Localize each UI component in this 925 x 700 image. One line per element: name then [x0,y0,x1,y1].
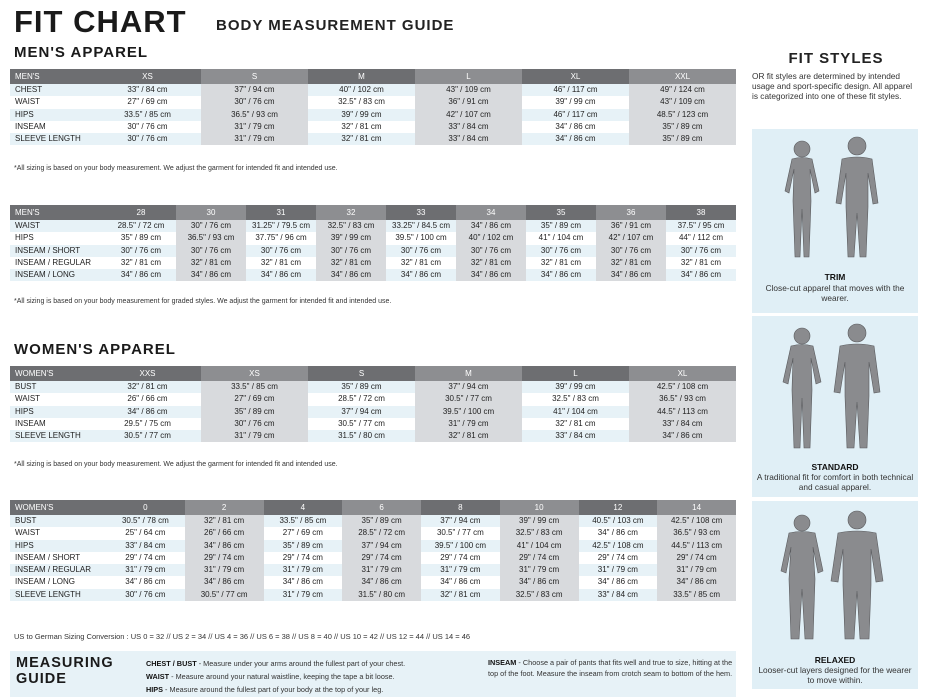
table-row [10,245,736,257]
column-header-size: S [308,366,415,381]
table-cell: 33.5" / 85 cm [94,109,201,121]
table-cell: 25" / 64 cm [125,528,166,538]
measuring-guide-title: MEASURING GUIDE [16,655,114,687]
table-row [10,552,736,564]
table-cell: 31" / 79 cm [421,564,500,576]
standard-figures-icon [752,316,918,456]
table-cell: 37" / 94 cm [415,381,522,393]
table-cell: 43" / 109 cm [629,96,736,108]
table-cell: 33" / 84 cm [106,540,185,552]
table-cell: 29" / 74 cm [597,552,638,562]
table-cell: 39.5" / 100 cm [421,540,500,552]
table-cell: 36.5" / 93 cm [201,109,308,121]
row-label: HIPS [10,109,94,121]
table-cell: 28.5" / 72 cm [342,527,421,539]
table-cell: 34" / 86 cm [596,269,666,281]
table-cell: 34" / 86 cm [666,269,736,281]
table-cell: 31" / 79 cm [106,564,185,576]
table-cell: 40.5" / 103 cm [579,515,658,527]
page-title: FIT CHART [14,4,187,39]
sizing-note: *All sizing is based on your body measurement. We adjust the garment for intended fit and intended use. [14,165,338,172]
row-label: SLEEVE LENGTH [10,133,94,145]
table-cell: 32" / 81 cm [540,257,582,267]
table-cell: 31" / 79 cm [264,564,343,576]
sizing-note: *All sizing is based on your body measurement. We adjust the garment for intended fit and intended use. [14,461,338,468]
table-cell: 34" / 86 cm [386,269,456,281]
table-cell: 32" / 81 cm [400,257,442,267]
measuring-guide-col1 [146,657,486,696]
table-cell: 42.5" / 108 cm [579,540,658,552]
measuring-guide-col2 [488,657,733,679]
table-cell: 39" / 99 cm [308,109,415,121]
table-cell: 30" / 76 cm [201,418,308,430]
table-cell: 33" / 84 cm [522,430,629,442]
size-table-women-letter [10,366,736,442]
fit-style-name: STANDARD [811,462,859,472]
row-label: SLEEVE LENGTH [10,430,94,442]
table-cell: 27" / 69 cm [282,528,323,538]
column-header-size: 38 [666,205,736,220]
column-header-size: XL [522,69,629,84]
table-cell: 31" / 79 cm [185,564,264,576]
table-cell: 32" / 81 cm [260,257,302,267]
column-header-size: 34 [456,205,526,220]
column-header-size: S [201,69,308,84]
table-cell: 32" / 81 cm [421,589,500,601]
table-row [10,220,736,232]
table-cell: 46" / 117 cm [522,109,629,121]
table-cell: 35" / 89 cm [629,133,736,145]
row-label: INSEAM / SHORT [10,245,106,257]
column-header-size: 36 [596,205,666,220]
table-cell: 34" / 86 cm [185,540,264,552]
table-cell: 32" / 81 cm [456,257,526,269]
table-cell: 41" / 104 cm [522,406,629,418]
row-label: BUST [10,381,94,393]
table-header-row [10,205,736,220]
table-row [10,589,736,601]
table-cell: 32" / 81 cm [94,381,201,393]
row-label: HIPS [15,233,34,243]
table-header-row [10,500,736,515]
table-cell: 31" / 79 cm [342,564,421,576]
table-cell: 35" / 89 cm [308,381,415,393]
table-cell: 40" / 102 cm [456,232,526,244]
table-row [10,576,736,588]
table-row [10,269,736,281]
row-label: WAIST [15,528,41,538]
column-header-size: 8 [421,500,500,515]
table-cell: 34" / 86 cm [526,269,596,281]
table-cell: 32" / 81 cm [415,430,522,442]
column-header-size: 31 [246,205,316,220]
fit-style-text: Close-cut apparel that moves with the wearer. [765,283,905,303]
column-header-size: 32 [316,205,386,220]
table-cell: 29" / 74 cm [342,552,421,564]
table-cell: 33.25" / 84.5 cm [386,220,456,232]
table-cell: 26" / 66 cm [127,394,168,404]
section-title-men: MEN'S APPAREL [14,44,149,61]
column-header-category: WOMEN'S [10,366,94,381]
table-cell: 34" / 86 cm [282,577,323,587]
table-cell: 39" / 99 cm [500,515,579,527]
table-cell: 35" / 89 cm [264,540,343,552]
table-cell: 46" / 117 cm [522,84,629,96]
table-cell: 30" / 76 cm [176,220,246,232]
table-cell: 37" / 94 cm [342,540,421,552]
column-header-size: M [308,69,415,84]
column-header-size: 33 [386,205,456,220]
table-cell: 39" / 99 cm [522,381,629,393]
table-cell: 30.5" / 77 cm [415,393,522,405]
table-cell: 36.5" / 93 cm [629,393,736,405]
table-cell: 34" / 86 cm [94,406,201,418]
table-cell: 41" / 104 cm [538,233,584,243]
table-cell: 30.5" / 77 cm [185,589,264,601]
table-row [10,257,736,269]
table-cell: 30.5" / 77 cm [338,418,385,428]
table-cell: 36.5" / 93 cm [657,527,736,539]
sizing-note: *All sizing is based on your body measurement for graded styles. We adjust the garment for intended fit and intended use. [14,298,392,305]
table-row [10,109,736,121]
fit-styles-title: FIT STYLES [788,50,884,67]
guide-item-waist: WAIST - Measure around your natural waistline, keeping the tape a bit loose. [146,672,395,681]
table-cell: 48.5" / 123 cm [629,109,736,121]
column-header-size: 2 [185,500,264,515]
table-cell: 44.5" / 113 cm [657,540,736,552]
table-row [10,96,736,108]
table-cell: 39" / 99 cm [555,97,596,107]
table-row [10,418,736,430]
table-cell: 31" / 79 cm [201,133,308,145]
row-label: CHEST [10,84,94,96]
table-cell: 34" / 86 cm [176,269,246,281]
table-cell: 32" / 81 cm [680,257,722,267]
table-cell: 32.5" / 83 cm [338,97,385,107]
table-cell: 30" / 76 cm [94,133,201,145]
column-header-size: XXL [629,69,736,84]
column-header-size: 30 [176,205,246,220]
table-cell: 42" / 107 cm [415,109,522,121]
table-cell: 35" / 89 cm [342,515,421,527]
column-header-size: 0 [106,500,185,515]
table-cell: 29" / 74 cm [185,552,264,564]
table-cell: 29" / 74 cm [125,552,166,562]
size-table-men-waist [10,205,736,281]
table-cell: 29" / 74 cm [500,552,579,564]
table-cell: 34" / 86 cm [342,576,421,588]
guide-item-inseam: INSEAM - Choose a pair of pants that fits well and true to size, hitting at the top of the foot. Measure the inseam from crotch seam to bottom of the hem. [488,658,733,678]
table-cell: 39" / 99 cm [316,232,386,244]
table-row [10,527,736,539]
table-cell: 31" / 79 cm [579,564,658,576]
table-cell: 36" / 91 cm [596,220,666,232]
table-cell: 37.75" / 96 cm [255,233,307,243]
table-cell: 33" / 84 cm [579,589,658,601]
column-header-size: 12 [579,500,658,515]
table-cell: 33" / 84 cm [94,84,201,96]
table-row [10,381,736,393]
column-header-size: 10 [500,500,579,515]
table-cell: 30" / 76 cm [127,121,168,131]
table-cell: 35" / 89 cm [201,406,308,418]
table-row [10,515,736,527]
table-cell: 31.5" / 80 cm [308,430,415,442]
table-cell: 31.25" / 79.5 cm [246,220,316,232]
fit-style-text: Looser-cut layers designed for the wearer to move within. [758,665,912,685]
table-cell: 27" / 69 cm [127,97,168,107]
table-row [10,393,736,405]
table-header-row [10,69,736,84]
table-cell: 34" / 86 cm [522,133,629,145]
column-header-size: 28 [106,205,176,220]
column-header-category: MEN'S [10,205,106,220]
page-subtitle: BODY MEASUREMENT GUIDE [216,17,455,34]
fit-style-panel-trim [752,129,918,313]
table-cell: 28.5" / 72 cm [106,220,176,232]
table-cell: 30" / 76 cm [176,245,246,257]
column-header-size: 14 [657,500,736,515]
row-label: INSEAM / REGULAR [10,564,106,576]
table-cell: 31" / 79 cm [201,430,308,442]
fit-style-text: A traditional fit for comfort in both technical and casual apparel. [756,472,914,492]
size-table-women-numeric [10,500,736,601]
table-cell: 42" / 107 cm [596,232,666,244]
table-cell: 30.5" / 78 cm [106,515,185,527]
table-cell: 30.5" / 77 cm [436,528,484,538]
table-cell: 44" / 112 cm [678,233,724,243]
table-cell: 42.5" / 108 cm [657,515,736,527]
section-title-women: WOMEN'S APPAREL [14,341,176,358]
table-cell: 34" / 86 cm [555,121,596,131]
table-cell: 30" / 76 cm [386,245,456,257]
table-cell: 36.5" / 93 cm [176,232,246,244]
table-cell: 30" / 76 cm [666,245,736,257]
table-cell: 33" / 84 cm [415,133,522,145]
table-cell: 30" / 76 cm [106,245,176,257]
row-label: INSEAM / REGULAR [15,257,92,267]
table-cell: 34" / 86 cm [185,576,264,588]
table-row [10,540,736,552]
table-cell: 34" / 86 cm [597,577,638,587]
guide-item-chest: CHEST / BUST - Measure under your arms around the fullest part of your chest. [146,659,406,668]
table-cell: 27" / 69 cm [201,393,308,405]
size-table-men-letter [10,69,736,145]
column-header-size: 6 [342,500,421,515]
table-cell: 32.5" / 83 cm [552,394,599,404]
guide-item-hips: HIPS - Measure around the fullest part of your body at the top of your leg. [146,685,384,694]
fit-styles-description: OR fit styles are determined by intended usage and sport-specific design. All apparel is categorized into one of these fit styles. [752,71,913,101]
table-cell: 42.5" / 108 cm [629,381,736,393]
table-cell: 35" / 89 cm [629,121,736,133]
table-cell: 34" / 86 cm [629,430,736,442]
table-cell: 35" / 89 cm [120,233,162,243]
row-label: SLEEVE LENGTH [10,589,106,601]
fit-style-name: TRIM [824,272,846,282]
row-label: INSEAM / LONG [10,269,106,281]
table-cell: 33" / 84 cm [415,121,522,133]
table-cell: 32" / 81 cm [120,257,162,267]
table-cell: 34" / 86 cm [125,577,166,587]
table-cell: 28.5" / 72 cm [338,394,385,404]
table-cell: 33.5" / 85 cm [201,381,308,393]
table-cell: 30" / 76 cm [106,589,185,601]
table-cell: 32" / 81 cm [341,121,382,131]
table-cell: 49" / 124 cm [629,84,736,96]
trim-figures-icon [752,129,918,264]
table-cell: 39.5" / 100 cm [415,406,522,418]
row-label: INSEAM / LONG [15,577,76,587]
table-cell: 34" / 86 cm [597,528,638,538]
table-cell: 32.5" / 83 cm [500,589,579,601]
table-cell: 34" / 86 cm [246,269,316,281]
table-cell: 37" / 94 cm [308,406,415,418]
german-size-conversion: US to German Sizing Conversion : US 0 = 32 // US 2 = 34 // US 4 = 36 // US 6 = 38 // US 8 = 40 // US 10 = 42 // US 12 = 44 // US 14 = 46 [14,632,471,641]
table-cell: 32" / 81 cm [316,257,386,269]
table-cell: 32.5" / 83 cm [500,527,579,539]
table-cell: 33" / 84 cm [629,418,736,430]
table-cell: 30" / 76 cm [456,245,526,257]
table-cell: 30.5" / 77 cm [94,430,201,442]
table-row [10,232,736,244]
row-label: INSEAM [15,418,46,428]
table-cell: 35" / 89 cm [526,220,596,232]
table-cell: 30" / 76 cm [201,96,308,108]
fit-style-name: RELAXED [814,655,856,665]
table-cell: 36" / 91 cm [415,96,522,108]
table-cell: 34" / 86 cm [657,576,736,588]
column-header-category: MEN'S [10,69,94,84]
column-header-size: L [522,366,629,381]
table-cell: 30" / 76 cm [246,245,316,257]
table-header-row [10,366,736,381]
table-cell: 32" / 81 cm [308,133,415,145]
row-label: INSEAM / SHORT [15,552,81,562]
table-row [10,133,736,145]
row-label: HIPS [10,406,94,418]
table-row [10,406,736,418]
table-cell: 32.5" / 83 cm [316,220,386,232]
column-header-size: L [415,69,522,84]
table-cell: 33.5" / 85 cm [657,589,736,601]
row-label: BUST [10,515,106,527]
fit-style-panel-relaxed [752,501,918,689]
table-cell: 29" / 74 cm [440,552,481,562]
row-label: WAIST [15,394,41,404]
column-header-size: XS [201,366,308,381]
table-row [10,564,736,576]
table-cell: 31" / 79 cm [657,564,736,576]
table-cell: 34" / 86 cm [456,220,526,232]
table-cell: 34" / 86 cm [440,577,481,587]
table-cell: 31" / 79 cm [201,121,308,133]
table-row [10,430,736,442]
table-cell: 26" / 66 cm [185,527,264,539]
table-row [10,121,736,133]
table-cell: 30" / 76 cm [596,245,666,257]
column-header-size: 4 [264,500,343,515]
column-header-size: XL [629,366,736,381]
column-header-size: M [415,366,522,381]
table-cell: 32" / 81 cm [176,257,246,269]
table-cell: 34" / 86 cm [500,576,579,588]
table-cell: 32" / 81 cm [555,418,596,428]
table-cell: 30" / 76 cm [316,245,386,257]
column-header-size: XS [94,69,201,84]
table-cell: 37" / 94 cm [421,515,500,527]
column-header-size: XXS [94,366,201,381]
row-label: WAIST [15,97,41,107]
table-cell: 32" / 81 cm [596,257,666,269]
table-cell: 41" / 104 cm [500,540,579,552]
table-cell: 29" / 74 cm [282,552,323,562]
table-cell: 33.5" / 85 cm [264,515,343,527]
table-cell: 44.5" / 113 cm [629,406,736,418]
table-cell: 30" / 76 cm [526,245,596,257]
column-header-size: 35 [526,205,596,220]
row-label: INSEAM [15,121,46,131]
table-cell: 39.5" / 100 cm [395,233,447,243]
table-cell: 37.5" / 95 cm [666,220,736,232]
table-cell: 31" / 79 cm [500,564,579,576]
table-cell: 40" / 102 cm [308,84,415,96]
row-label: HIPS [10,540,106,552]
table-cell: 31" / 79 cm [264,589,343,601]
row-label: WAIST [10,220,106,232]
table-cell: 29" / 74 cm [657,552,736,564]
column-header-category: WOMEN'S [10,500,106,515]
table-cell: 31" / 79 cm [415,418,522,430]
table-cell: 29.5" / 75 cm [124,418,171,428]
table-cell: 32" / 81 cm [185,515,264,527]
relaxed-figures-icon [752,501,918,646]
table-cell: 43" / 109 cm [415,84,522,96]
table-row [10,84,736,96]
table-cell: 31.5" / 80 cm [342,589,421,601]
table-cell: 34" / 86 cm [316,269,386,281]
table-cell: 34" / 86 cm [456,269,526,281]
fit-style-panel-standard [752,316,918,497]
table-cell: 34" / 86 cm [106,269,176,281]
table-cell: 37" / 94 cm [201,84,308,96]
